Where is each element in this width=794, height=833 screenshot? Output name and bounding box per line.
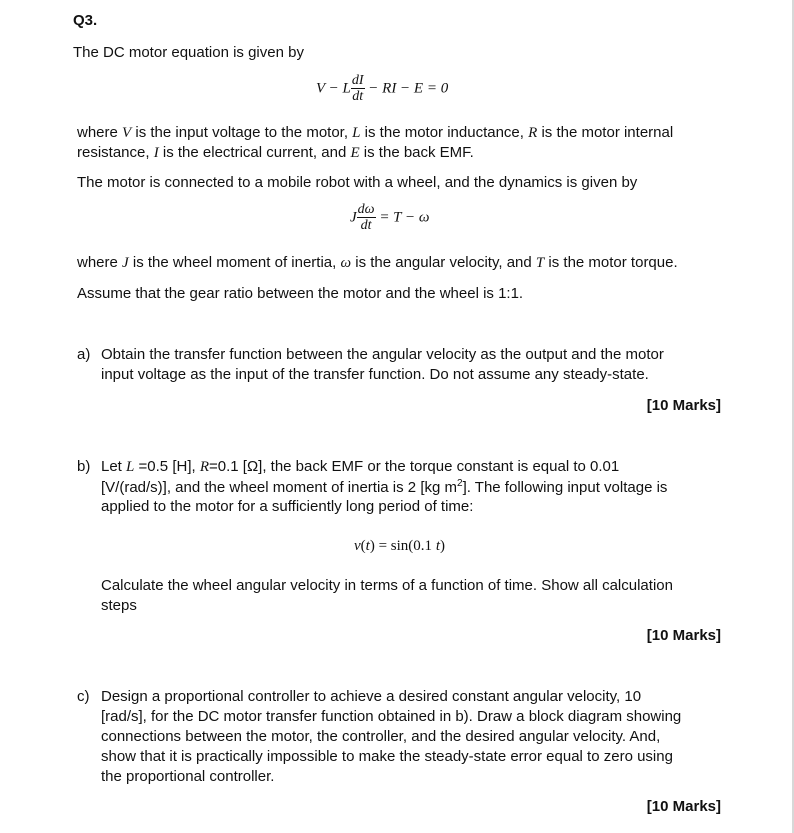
text-seg: is the input voltage to the motor,	[131, 124, 353, 141]
part-c-line3: connections between the motor, the controller, and the desired angular velocity. And,	[101, 728, 661, 745]
eq1-rhs: − RI − E = 0	[368, 80, 449, 97]
eq2-rhs: = T − ω	[379, 209, 430, 226]
text-seg: ]. The following input voltage is	[462, 479, 668, 496]
eq1-denominator: dt	[352, 89, 364, 104]
question-title: Q3.	[73, 12, 98, 29]
var-V: V	[122, 125, 132, 141]
eq2-J: J	[350, 209, 357, 226]
part-a-line1: Obtain the transfer function between the angular velocity as the output and the motor	[101, 346, 664, 363]
text-seg: =0.1 [Ω], the back EMF or the torque constant is equal to 0.01	[209, 458, 620, 475]
eq1-lhs: V − L	[316, 80, 351, 97]
part-b-line2	[101, 478, 667, 496]
part-c-line2: [rad/s], for the DC motor transfer function obtained in b). Draw a block diagram showing	[101, 708, 682, 725]
text-seg: where	[77, 124, 123, 141]
text-seg: is the motor inductance,	[360, 124, 529, 141]
text-seg: is the motor torque.	[544, 254, 678, 271]
text-seg: is the electrical current, and	[158, 144, 351, 161]
gear-ratio-text: Assume that the gear ratio between the motor and the wheel is 1:1.	[77, 285, 524, 302]
eq1-fraction	[351, 74, 365, 104]
part-c-line1: Design a proportional controller to achieve a desired constant angular velocity, 10	[101, 688, 642, 705]
part-c-line5: the proportional controller.	[101, 768, 275, 785]
part-c-line4: show that it is practically impossible to make the steady-state error equal to zero using	[101, 748, 673, 765]
wheel-equation	[350, 203, 429, 233]
where1-line1	[77, 124, 673, 142]
superscript: 2	[457, 478, 463, 489]
eq2-fraction	[357, 203, 376, 233]
intro-text: The DC motor equation is given by	[73, 44, 304, 61]
var-R: R	[528, 125, 538, 141]
eq2-numerator: dω	[357, 202, 375, 217]
part-c-marks: [10 Marks]	[646, 798, 721, 815]
text-seg: is the back EMF.	[359, 144, 474, 161]
text-seg: Let	[101, 458, 127, 475]
var-omega: ω	[340, 255, 352, 271]
var-t: t	[365, 538, 370, 554]
text-seg: is the wheel moment of inertia,	[128, 254, 341, 271]
var-R: R	[199, 459, 209, 475]
text-seg: )	[439, 538, 445, 554]
part-b-line3: applied to the motor for a sufficiently long period of time:	[101, 498, 474, 515]
var-v: v	[354, 538, 361, 554]
var-T: T	[535, 255, 545, 271]
var-L: L	[352, 125, 361, 141]
text-seg: is the angular velocity, and	[351, 254, 536, 271]
text-seg: ) = sin(0.1	[369, 538, 436, 554]
eq1-numerator: dI	[351, 73, 364, 88]
part-b-label: b)	[77, 458, 91, 475]
where1-line2	[77, 144, 474, 162]
part-b-line1	[101, 458, 619, 476]
part-b-line5: steps	[101, 597, 137, 614]
part-a-label: a)	[77, 346, 91, 363]
part-a-line2: input voltage as the input of the transfer function. Do not assume any steady-state.	[101, 366, 649, 383]
text-seg: where	[77, 254, 123, 271]
var-J: J	[122, 255, 129, 271]
var-E: E	[350, 145, 360, 161]
robot-intro: The motor is connected to a mobile robot with a wheel, and the dynamics is given by	[77, 174, 638, 191]
text-seg: (	[360, 538, 366, 554]
var-I: I	[153, 145, 159, 161]
text-seg: is the motor internal	[537, 124, 674, 141]
part-a-marks: [10 Marks]	[646, 397, 721, 414]
text-seg: =0.5 [H],	[134, 458, 200, 475]
input-voltage-equation	[354, 538, 445, 555]
eq2-denominator: dt	[360, 218, 372, 233]
var-t: t	[435, 538, 440, 554]
motor-equation	[316, 74, 448, 104]
where2-line	[77, 254, 678, 272]
text-seg: [V/(rad/s)], and the wheel moment of inertia is 2 [kg m	[101, 479, 457, 496]
part-b-line4: Calculate the wheel angular velocity in terms of a function of time. Show all calculation	[101, 577, 673, 594]
part-c-label: c)	[77, 688, 90, 705]
var-L: L	[126, 459, 135, 475]
part-b-marks: [10 Marks]	[646, 627, 721, 644]
text-seg: resistance,	[77, 144, 154, 161]
